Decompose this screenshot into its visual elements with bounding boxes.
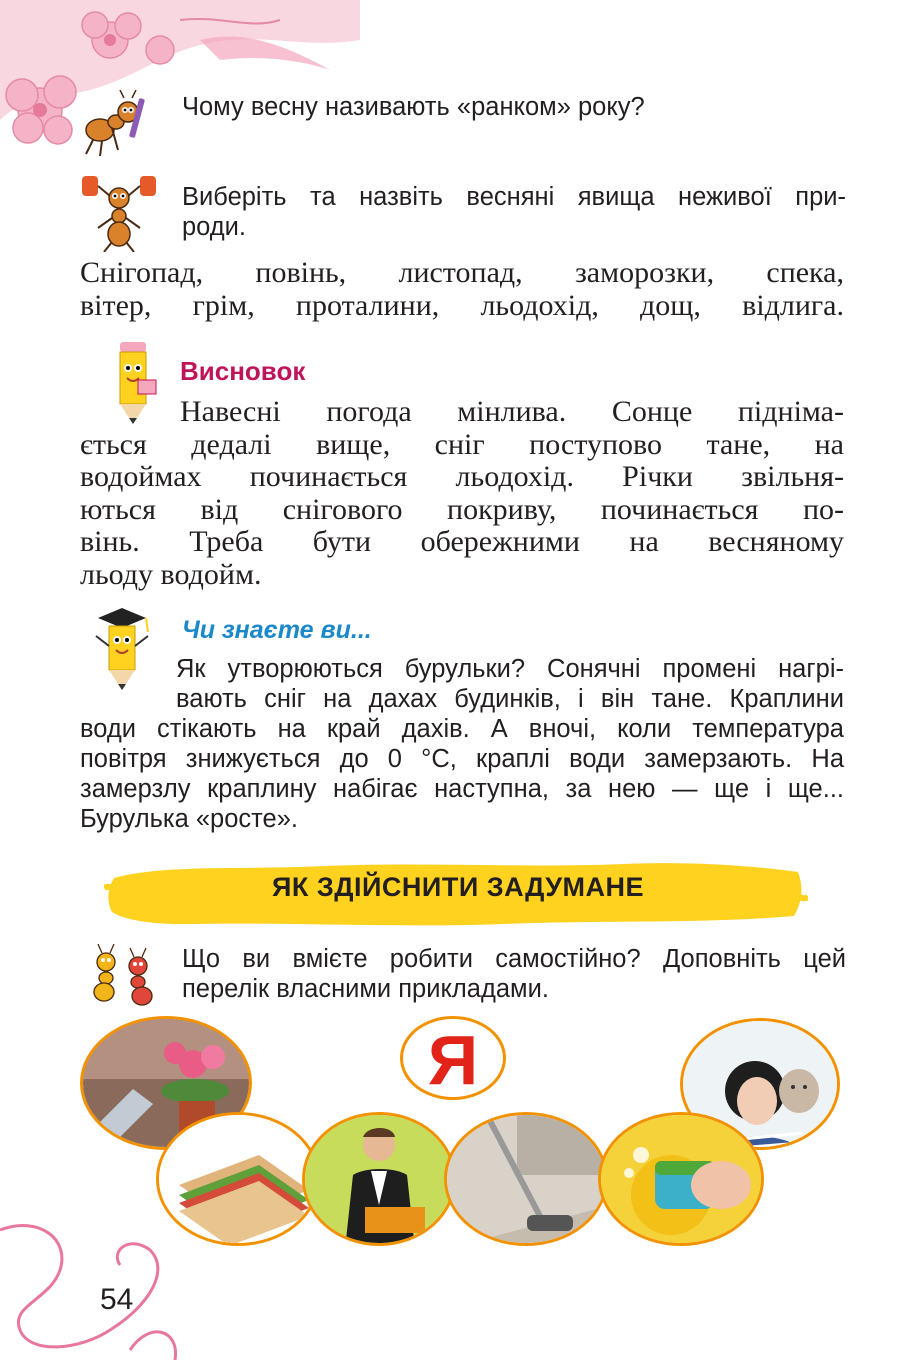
- conclusion-line: ється дедалі вище, сніг поступово тане, на: [80, 427, 844, 461]
- conclusion-line: ються від снігового покриву, починається по-: [80, 492, 844, 526]
- did-you-know-line: вають сніг на дахах будинків, і він тане. Краплини: [176, 685, 844, 713]
- question-spring-morning: Чому весну називають «ранком» року?: [182, 93, 645, 121]
- did-you-know-line: Як утворюються бурульки? Сонячні промені нагрі-: [176, 655, 844, 683]
- page-number: 54: [100, 1283, 134, 1316]
- letter-ya: Я: [427, 1021, 479, 1099]
- washing-dishes-image: [598, 1112, 764, 1246]
- section-banner-title: ЯК ЗДІЙСНИТИ ЗАДУМАНЕ: [271, 872, 645, 902]
- flower-decoration: [0, 0, 360, 170]
- did-you-know-line: повітря знижується до 0 °С, краплі води замерзають. На: [80, 745, 844, 773]
- did-you-know-line: Бурулька «росте».: [80, 805, 299, 833]
- list-line: вітер, грім, проталини, льодохід, дощ, відлига.: [80, 288, 844, 322]
- phenomena-list: [80, 257, 844, 322]
- schoolboy-image: [302, 1112, 456, 1246]
- conclusion-text: [80, 396, 844, 591]
- ant-with-pen-icon: [78, 90, 150, 158]
- two-ants-icon: [86, 944, 162, 1006]
- did-you-know-line: замерзлу краплину набігає наступна, за нею — ще і ще...: [80, 775, 844, 803]
- task-self-skills: [182, 944, 846, 1004]
- ant-with-dumbbell-icon: [80, 172, 158, 252]
- did-you-know-line: води стікають на край дахів. А вночі, коли температура: [80, 715, 844, 743]
- sandwich-image: [156, 1112, 320, 1246]
- task-line: Виберіть та назвіть весняні явища неживої при-: [182, 183, 846, 211]
- conclusion-line: водоймах починається льодохід. Річки звільня-: [80, 460, 844, 493]
- letter-ya-circle: [400, 1016, 506, 1100]
- did-you-know-heading: Чи знаєте ви...: [182, 616, 372, 644]
- task-line: перелік власними прикладами.: [182, 975, 549, 1003]
- conclusion-line: льоду водойм.: [80, 557, 262, 591]
- conclusion-line: вінь. Треба бути обережними на весняному: [80, 525, 844, 558]
- task-choose-phenomena: [182, 182, 846, 242]
- list-line: Снігопад, повінь, листопад, заморозки, спека,: [80, 256, 844, 289]
- task-line: Що ви вмієте робити самостійно? Доповніть цей: [182, 945, 846, 973]
- conclusion-heading: Висновок: [180, 356, 306, 386]
- did-you-know-text: [80, 654, 844, 834]
- conclusion-line: Навесні погода мінлива. Сонце підніма-: [180, 395, 844, 428]
- task-line: роди.: [182, 213, 247, 241]
- vacuum-cleaning-image: [444, 1112, 608, 1246]
